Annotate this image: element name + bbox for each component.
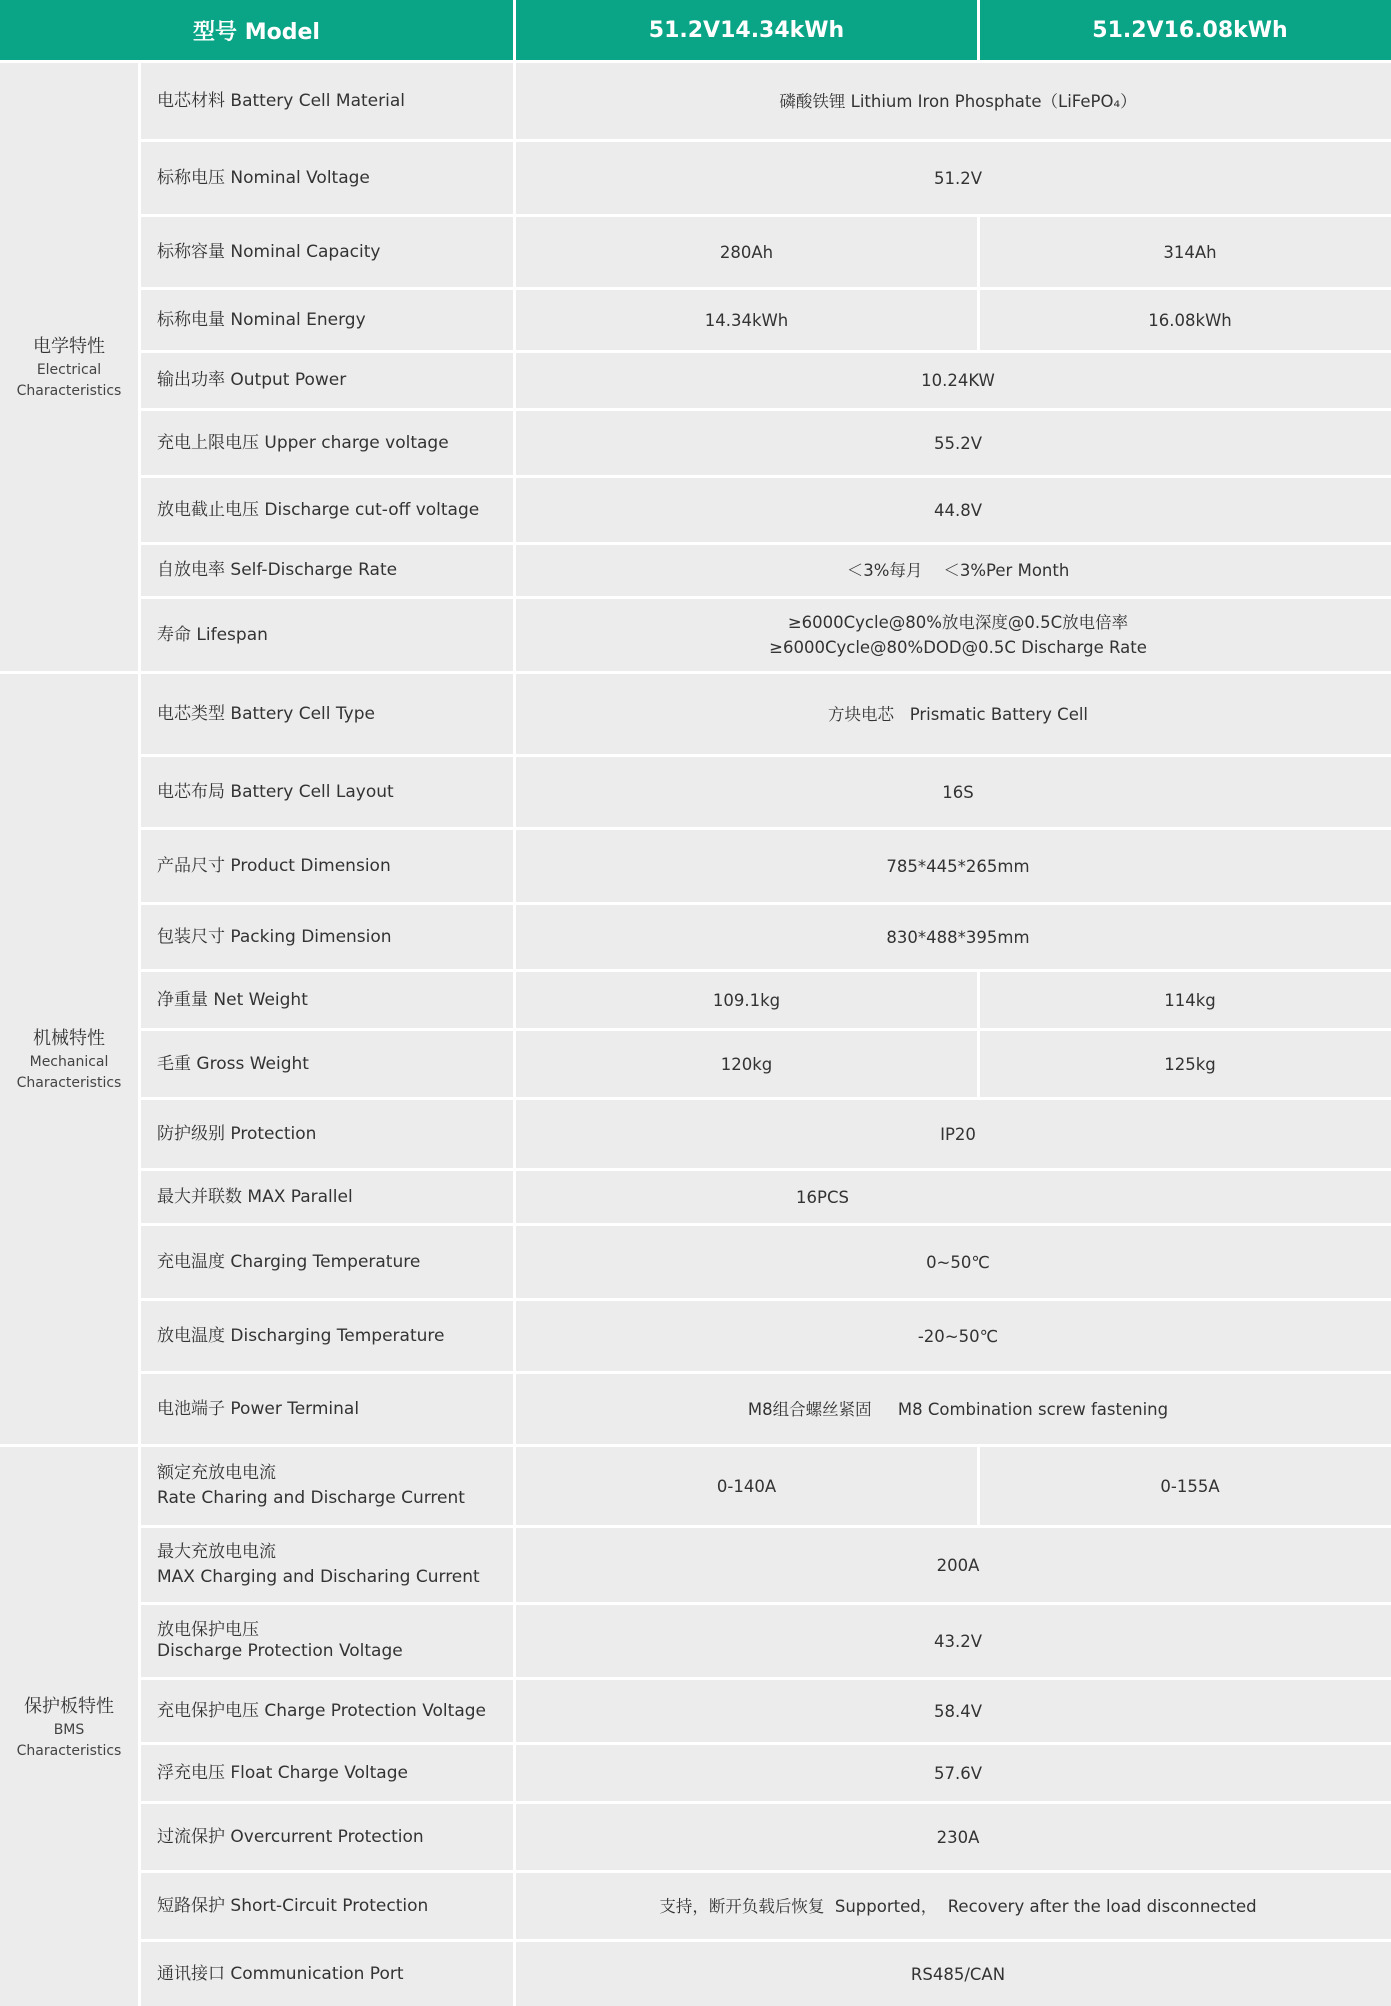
value-charge-protection: 58.4V bbox=[516, 1680, 1391, 1742]
label-gross-weight: 毛重 Gross Weight bbox=[141, 1031, 513, 1097]
label-cell-layout: 电芯布局 Battery Cell Layout bbox=[141, 757, 513, 827]
value-max-current: 200A bbox=[516, 1528, 1391, 1602]
label-max-current-en: MAX Charging and Discharing Current bbox=[157, 1567, 480, 1587]
value-short-circuit: 支持，断开负载后恢复 Supported， Recovery after the load disconnected bbox=[516, 1873, 1391, 1939]
value-nominal-voltage: 51.2V bbox=[516, 142, 1391, 214]
label-self-discharge: 自放电率 Self-Discharge Rate bbox=[141, 545, 513, 596]
label-nominal-energy: 标称电量 Nominal Energy bbox=[141, 290, 513, 350]
label-comm-port: 通讯接口 Communication Port bbox=[141, 1942, 513, 2006]
value-discharge-cutoff: 44.8V bbox=[516, 478, 1391, 542]
label-charge-protection: 充电保护电压 Charge Protection Voltage bbox=[141, 1680, 513, 1742]
label-cell-material: 电芯材料 Battery Cell Material bbox=[141, 63, 513, 139]
value-max-parallel: 16PCS bbox=[516, 1171, 1391, 1223]
category-mechanical bbox=[0, 674, 138, 1444]
category-bms bbox=[0, 1447, 138, 2006]
value-net-weight-a: 109.1kg bbox=[516, 972, 977, 1028]
value-lifespan-en: ≥6000Cycle@80%DOD@0.5C Discharge Rate bbox=[769, 638, 1147, 657]
label-max-parallel: 最大并联数 MAX Parallel bbox=[141, 1171, 513, 1223]
label-rated-current-en: Rate Charing and Discharge Current bbox=[157, 1488, 465, 1508]
value-cell-material: 磷酸铁锂 Lithium Iron Phosphate（LiFePO₄） bbox=[516, 63, 1391, 139]
value-self-discharge: ＜3%每月 ＜3%Per Month bbox=[516, 545, 1391, 596]
label-upper-charge-voltage: 充电上限电压 Upper charge voltage bbox=[141, 411, 513, 475]
header-model-a: 51.2V14.34kWh bbox=[516, 0, 977, 60]
label-discharging-temp: 放电温度 Discharging Temperature bbox=[141, 1301, 513, 1371]
label-cell-type: 电芯类型 Battery Cell Type bbox=[141, 674, 513, 754]
label-discharge-cutoff: 放电截止电压 Discharge cut-off voltage bbox=[141, 478, 513, 542]
label-short-circuit: 短路保护 Short-Circuit Protection bbox=[141, 1873, 513, 1939]
category-bms-en2: Characteristics bbox=[16, 1742, 122, 1759]
value-upper-charge-voltage: 55.2V bbox=[516, 411, 1391, 475]
value-nominal-capacity-a: 280Ah bbox=[516, 217, 977, 287]
label-discharge-protection bbox=[141, 1605, 513, 1677]
value-packing-dimension: 830*488*395mm bbox=[516, 905, 1391, 969]
value-overcurrent: 230A bbox=[516, 1804, 1391, 1870]
label-discharge-protection-zh: 放电保护电压 bbox=[157, 1620, 259, 1640]
value-rated-current-a: 0-140A bbox=[516, 1447, 977, 1525]
label-output-power: 输出功率 Output Power bbox=[141, 353, 513, 408]
label-rated-current-zh: 额定充放电电流 bbox=[157, 1463, 276, 1483]
value-protection: IP20 bbox=[516, 1100, 1391, 1168]
label-nominal-capacity: 标称容量 Nominal Capacity bbox=[141, 217, 513, 287]
category-electrical-en1: Electrical bbox=[36, 362, 102, 378]
label-charging-temp: 充电温度 Charging Temperature bbox=[141, 1226, 513, 1298]
category-mechanical-en2: Characteristics bbox=[16, 1075, 122, 1091]
header-model-b: 51.2V16.08kWh bbox=[980, 0, 1391, 60]
label-protection: 防护级别 Protection bbox=[141, 1100, 513, 1168]
value-power-terminal: M8组合螺丝紧固 M8 Combination screw fastening bbox=[516, 1374, 1391, 1444]
value-rated-current-b: 0-155A bbox=[980, 1447, 1391, 1525]
label-discharge-protection-en: Discharge Protection Voltage bbox=[157, 1641, 403, 1661]
header-model-label: 型号 Model bbox=[0, 0, 513, 60]
category-mechanical-en1: Mechanical bbox=[29, 1054, 109, 1070]
category-electrical bbox=[0, 63, 138, 671]
value-lifespan-zh: ≥6000Cycle@80%放电深度@0.5C放电倍率 bbox=[787, 613, 1129, 632]
category-electrical-en2: Characteristics bbox=[16, 383, 122, 399]
label-nominal-voltage: 标称电压 Nominal Voltage bbox=[141, 142, 513, 214]
value-nominal-energy-a: 14.34kWh bbox=[516, 290, 977, 350]
value-nominal-capacity-b: 314Ah bbox=[980, 217, 1391, 287]
label-packing-dimension: 包装尺寸 Packing Dimension bbox=[141, 905, 513, 969]
value-output-power: 10.24KW bbox=[516, 353, 1391, 408]
value-discharging-temp: -20~50℃ bbox=[516, 1301, 1391, 1371]
value-nominal-energy-b: 16.08kWh bbox=[980, 290, 1391, 350]
label-net-weight: 净重量 Net Weight bbox=[141, 972, 513, 1028]
value-comm-port: RS485/CAN bbox=[516, 1942, 1391, 2006]
value-cell-type: 方块电芯 Prismatic Battery Cell bbox=[516, 674, 1391, 754]
value-gross-weight-b: 125kg bbox=[980, 1031, 1391, 1097]
value-cell-layout: 16S bbox=[516, 757, 1391, 827]
label-product-dimension: 产品尺寸 Product Dimension bbox=[141, 830, 513, 902]
value-lifespan bbox=[516, 599, 1391, 671]
category-mechanical-zh: 机械特性 bbox=[33, 1028, 105, 1049]
label-float-charge: 浮充电压 Float Charge Voltage bbox=[141, 1745, 513, 1801]
label-max-current bbox=[141, 1528, 513, 1602]
value-gross-weight-a: 120kg bbox=[516, 1031, 977, 1097]
value-discharge-protection: 43.2V bbox=[516, 1605, 1391, 1677]
value-net-weight-b: 114kg bbox=[980, 972, 1391, 1028]
value-float-charge: 57.6V bbox=[516, 1745, 1391, 1801]
category-electrical-zh: 电学特性 bbox=[33, 336, 105, 357]
label-rated-current bbox=[141, 1447, 513, 1525]
label-lifespan: 寿命 Lifespan bbox=[141, 599, 513, 671]
label-power-terminal: 电池端子 Power Terminal bbox=[141, 1374, 513, 1444]
label-max-current-zh: 最大充放电电流 bbox=[157, 1542, 276, 1562]
category-bms-zh: 保护板特性 bbox=[24, 1695, 114, 1717]
value-product-dimension: 785*445*265mm bbox=[516, 830, 1391, 902]
value-charging-temp: 0~50℃ bbox=[516, 1226, 1391, 1298]
category-bms-en1: BMS bbox=[53, 1721, 85, 1738]
label-overcurrent: 过流保护 Overcurrent Protection bbox=[141, 1804, 513, 1870]
